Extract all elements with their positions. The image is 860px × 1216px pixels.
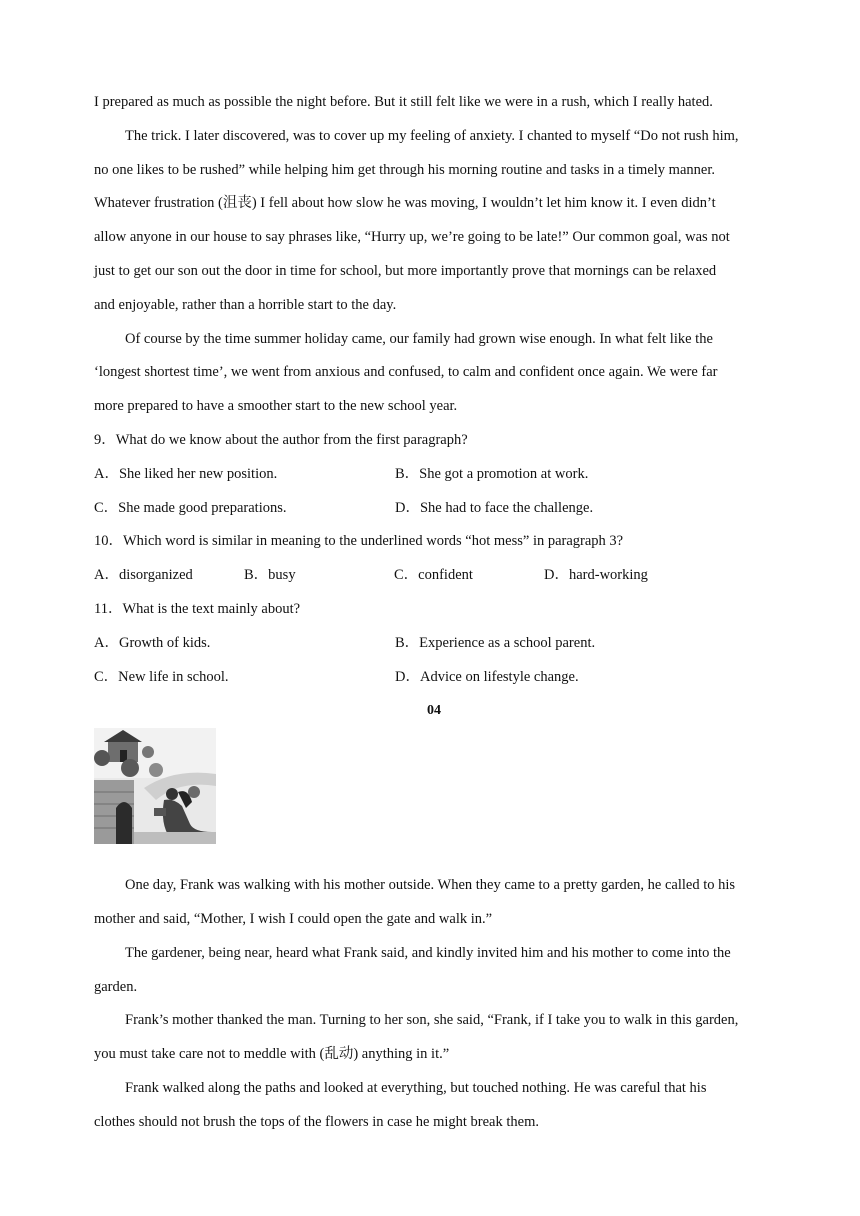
passage-line: clothes should not brush the tops of the flowers in case he might break them. <box>94 1113 539 1130</box>
question-11-option-d: D．Advice on lifestyle change. <box>395 668 579 685</box>
question-10-option-c: C．confident <box>394 567 473 584</box>
passage-line: One day, Frank was walking with his mother outside. When they came to a pretty garden, he called to his <box>125 877 736 894</box>
question-9-option-a: A．She liked her new position. <box>94 465 278 482</box>
passage-line: just to get our son out the door in time for school, but more importantly prove that mornings can be relaxed <box>94 262 717 279</box>
question-10-stem: 10．Which word is similar in meaning to the underlined words “hot mess” in paragraph 3? <box>94 533 624 550</box>
question-9-option-b: B．She got a promotion at work. <box>395 465 589 482</box>
question-10-option-b: B．busy <box>244 567 296 584</box>
passage-line: no one likes to be rushed” while helping him get through his morning routine and tasks in a timely manner. <box>94 161 715 178</box>
passage-line: Frank’s mother thanked the man. Turning to her son, she said, “Frank, if I take you to walk in this garden, <box>125 1012 739 1029</box>
passage-line: The gardener, being near, heard what Frank said, and kindly invited him and his mother to come into the <box>125 944 731 961</box>
question-9-option-c: C．She made good preparations. <box>94 499 287 516</box>
question-11-option-a: A．Growth of kids. <box>94 634 211 651</box>
document-page <box>94 86 774 1140</box>
question-11-stem: 11．What is the text mainly about? <box>94 600 301 617</box>
passage-line: Whatever frustration (沮丧) I fell about how slow he was moving, I wouldn’t let him know it. I even didn’t <box>94 195 716 212</box>
question-10-option-d: D．hard-working <box>544 567 648 584</box>
question-11-options-row-1 <box>94 627 774 661</box>
passage-line: The trick. I later discovered, was to cover up my feeling of anxiety. I chanted to myself “Do not rush him, <box>125 127 739 144</box>
passage-line: allow anyone in our house to say phrases like, “Hurry up, we’re going to be late!” Our common goal, was not <box>94 229 730 246</box>
passage-line: Of course by the time summer holiday came, our family had grown wise enough. In what felt like the <box>125 330 713 347</box>
question-10-option-a: A．disorganized <box>94 567 193 584</box>
question-10-options-row <box>94 559 774 593</box>
question-9-option-d: D．She had to face the challenge. <box>395 499 594 516</box>
garden-illustration <box>94 728 216 844</box>
passage-line: mother and said, “Mother, I wish I could open the gate and walk in.” <box>94 910 493 927</box>
passage-line: I prepared as much as possible the night before. But it still felt like we were in a rush, which I really hated. <box>94 94 713 110</box>
question-11-option-b: B．Experience as a school parent. <box>395 634 596 651</box>
passage-line: and enjoyable, rather than a horrible start to the day. <box>94 296 397 313</box>
passage-line: garden. <box>94 978 138 995</box>
question-11-options-row-2 <box>94 661 774 695</box>
question-9-options-row-1 <box>94 458 774 492</box>
passage-line: ‘longest shortest time’, we went from anxious and confused, to calm and confident once again. We were far <box>94 364 718 381</box>
passage-line: more prepared to have a smoother start to the new school year. <box>94 398 458 415</box>
passage-line: you must take care not to meddle with (乱动) anything in it.” <box>94 1046 450 1063</box>
question-11-option-c: C．New life in school. <box>94 668 229 685</box>
question-9-stem: 9．What do we know about the author from the first paragraph? <box>94 431 468 448</box>
section-number: 04 <box>427 703 441 719</box>
question-9-options-row-2 <box>94 492 774 526</box>
passage-line: Frank walked along the paths and looked at everything, but touched nothing. He was careful that his <box>125 1079 707 1096</box>
